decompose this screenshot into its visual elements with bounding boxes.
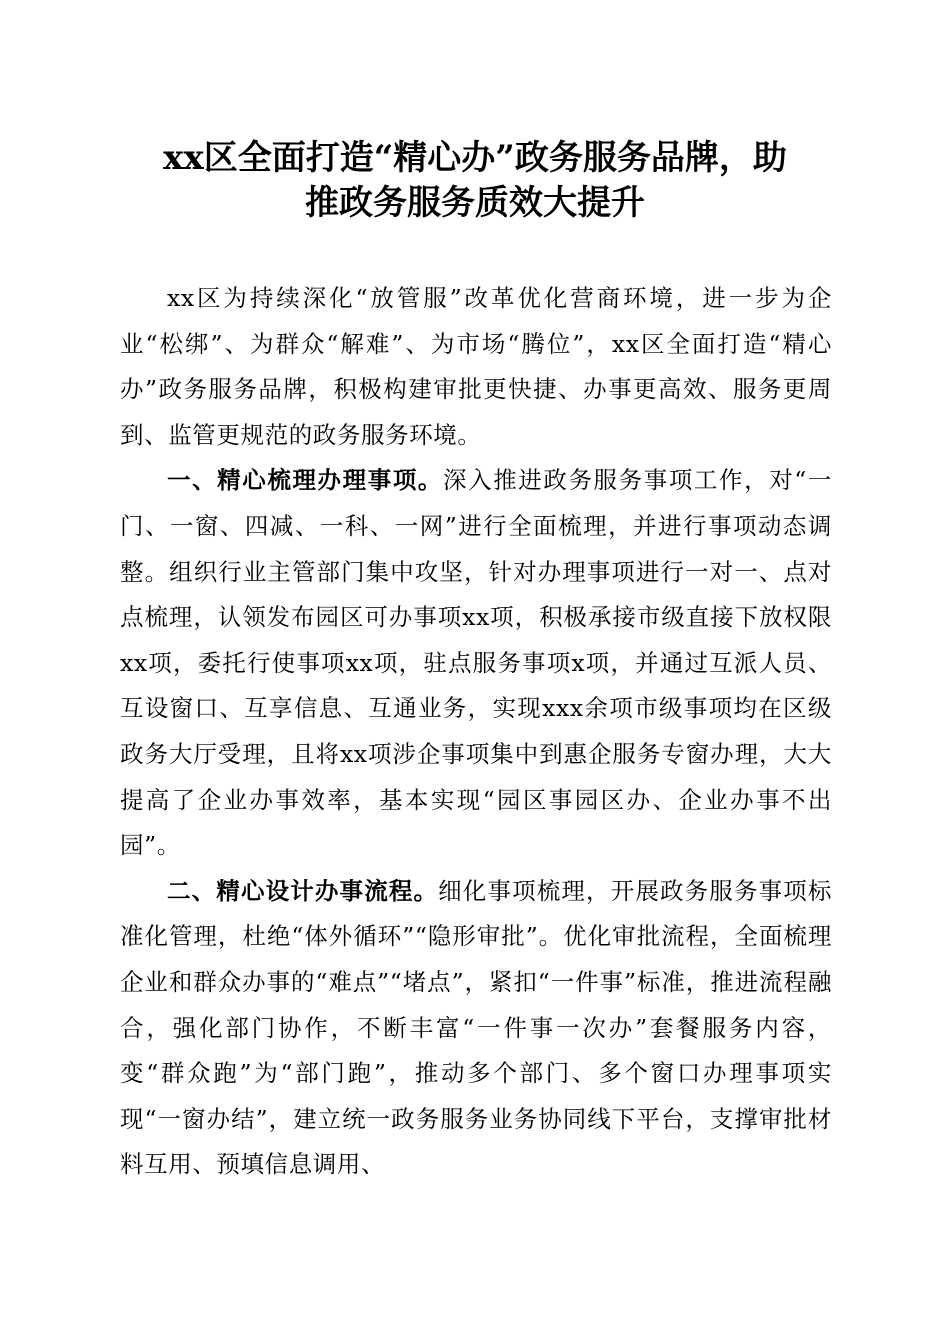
document-body xyxy=(120,276,832,1188)
section-1-paragraph xyxy=(120,458,832,868)
title-line-2: 推政务服务质效大提升 xyxy=(305,183,645,223)
document-title xyxy=(100,136,850,226)
intro-paragraph: xx区为持续深化“放管服”改革优化营商环境，进一步为企业“松绑”、为群众“解难”、为市场“腾位”，xx区全面打造“精心办”政务服务品牌，积极构建审批更快捷、办事更高效、服务更周到、监管更规范的政务服务环境。 xyxy=(120,284,832,449)
section-2-paragraph xyxy=(120,869,832,1188)
section-2-heading: 二、精心设计办事流程。 xyxy=(167,876,439,905)
section-2-body: 细化事项梳理，开展政务服务事项标准化管理，杜绝“体外循环”“隐形审批”。优化审批流程，全面梳理企业和群众办事的“难点”“堵点”，紧扣“一件事”标准，推进流程融合，强化部门协作，不断丰富“一件事一次办”套餐服务内容，变“群众跑”为“部门跑”，推动多个部门、多个窗口办理事项实现“一窗办结”，建立统一政务服务业务协同线下平台，支撑审批材料互用、预填信息调用、 xyxy=(120,876,832,1179)
section-1-body: 深入推进政务服务事项工作，对“一门、一窗、四减、一科、一网”进行全面梳理，并进行事项动态调整。组织行业主管部门集中攻坚，针对办理事项进行一对一、点对点梳理，认领发布园区可办事项xx项，积极承接市级直接下放权限xx项，委托行使事项xx项，驻点服务事项x项，并通过互派人员、互设窗口、互享信息、互通业务，实现xxx余项市级事项均在区级政务大厅受理，且将xx项涉企事项集中到惠企服务专窗办理，大大提高了企业办事效率，基本实现“园区事园区办、企业办事不出园”。 xyxy=(120,466,832,860)
section-1-heading: 一、精心梳理办理事项。 xyxy=(167,466,444,495)
title-line-1: xx区全面打造“精心办”政务服务品牌，助 xyxy=(163,138,787,178)
